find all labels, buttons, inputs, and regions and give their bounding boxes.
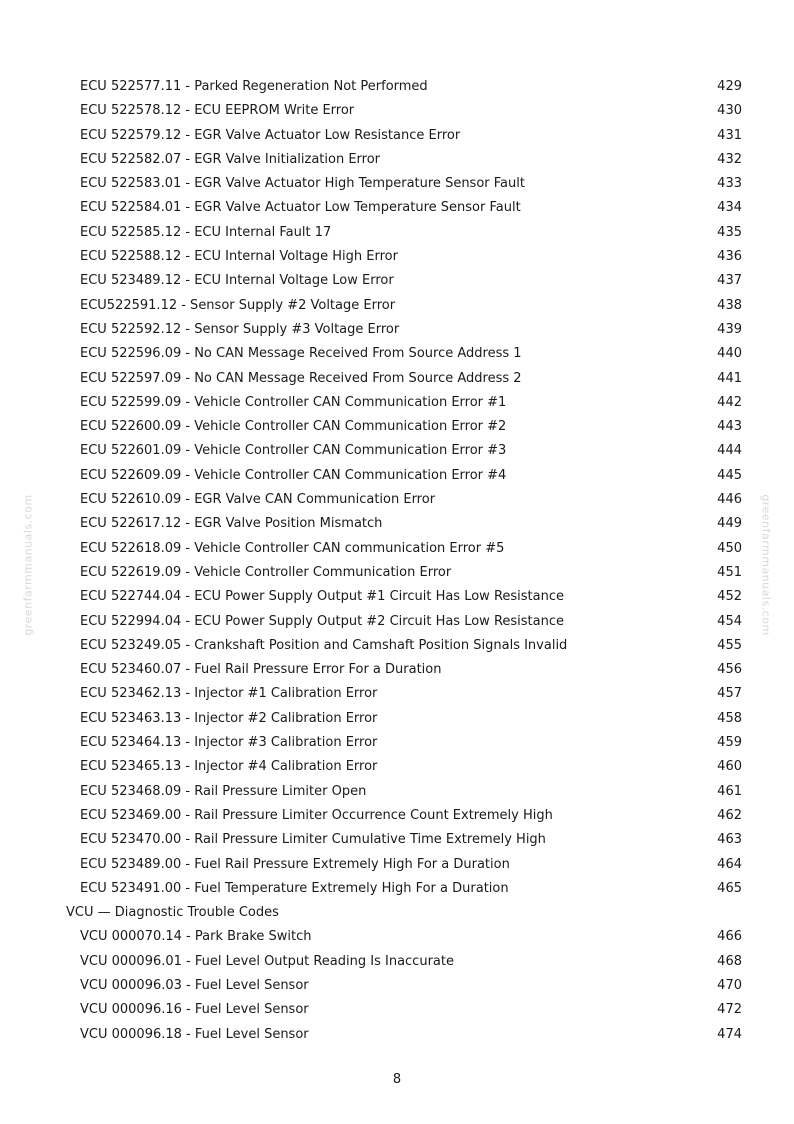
- toc-entry-title: ECU 522596.09 - No CAN Message Received From Source Address 1: [80, 346, 522, 362]
- toc-entry-page: 441: [717, 370, 742, 386]
- toc-entry-page: 472: [717, 1002, 742, 1018]
- toc-entry-page: 446: [717, 492, 742, 508]
- toc-entry[interactable]: [66, 950, 742, 974]
- toc-entry[interactable]: [66, 172, 742, 196]
- toc-entry-title: ECU 522600.09 - Vehicle Controller CAN Communication Error #2: [80, 419, 507, 435]
- toc-entry-title: ECU 522619.09 - Vehicle Controller Communication Error: [80, 564, 452, 580]
- toc-entry[interactable]: [66, 537, 742, 561]
- toc-entry-title: ECU 522610.09 - EGR Valve CAN Communication Error: [80, 492, 436, 508]
- watermark-left: greenfarmmanuals.com: [21, 494, 35, 636]
- toc-entry[interactable]: [66, 1023, 742, 1047]
- toc-entry-page: 451: [717, 564, 742, 580]
- toc-entry[interactable]: [66, 464, 742, 488]
- toc-entry[interactable]: [66, 99, 742, 123]
- toc-entry[interactable]: [66, 634, 742, 658]
- toc-entry-page: 456: [717, 662, 742, 678]
- toc-entry-page: 463: [717, 832, 742, 848]
- toc-entry-title: ECU 523249.05 - Crankshaft Position and Camshaft Position Signals Invalid: [80, 637, 568, 653]
- toc-entry[interactable]: [66, 780, 742, 804]
- toc-entry[interactable]: [66, 415, 742, 439]
- toc-entry-page: 466: [717, 929, 742, 945]
- toc-entry[interactable]: [66, 804, 742, 828]
- toc-entry-title: ECU 523470.00 - Rail Pressure Limiter Cumulative Time Extremely High: [80, 832, 546, 848]
- toc-entry-page: 455: [717, 637, 742, 653]
- toc-entry[interactable]: [66, 294, 742, 318]
- toc-entry-page: 442: [717, 394, 742, 410]
- toc-entry[interactable]: [66, 755, 742, 779]
- toc-entry-title: ECU 522585.12 - ECU Internal Fault 17: [80, 224, 332, 240]
- toc-entry[interactable]: [66, 196, 742, 220]
- toc-entry-title: ECU 522601.09 - Vehicle Controller CAN Communication Error #3: [80, 443, 507, 459]
- toc-entry-title: VCU 000096.18 - Fuel Level Sensor: [80, 1026, 309, 1042]
- watermark-right: greenfarmmanuals.com: [759, 494, 773, 636]
- toc-entry[interactable]: [66, 269, 742, 293]
- toc-entry-title: ECU 522617.12 - EGR Valve Position Mismatch: [80, 516, 383, 532]
- toc-entry-page: 464: [717, 856, 742, 872]
- toc-entry-title: ECU 522588.12 - ECU Internal Voltage High Error: [80, 249, 398, 265]
- toc-entry-title: ECU 522597.09 - No CAN Message Received From Source Address 2: [80, 370, 522, 386]
- toc-entry-title: ECU 522579.12 - EGR Valve Actuator Low Resistance Error: [80, 127, 461, 143]
- toc-entry[interactable]: [66, 488, 742, 512]
- toc-entry[interactable]: [66, 512, 742, 536]
- toc-entry-title: VCU 000070.14 - Park Brake Switch: [80, 929, 312, 945]
- toc-entry-page: 443: [717, 419, 742, 435]
- toc-entry-title: ECU 522609.09 - Vehicle Controller CAN Communication Error #4: [80, 467, 507, 483]
- toc-entry-page: 452: [717, 589, 742, 605]
- toc-entry-page: 438: [717, 297, 742, 313]
- toc-entry[interactable]: [66, 974, 742, 998]
- toc-entry[interactable]: [66, 731, 742, 755]
- toc-entry-title: ECU 522618.09 - Vehicle Controller CAN communication Error #5: [80, 540, 505, 556]
- toc-entry-page: 431: [717, 127, 742, 143]
- toc-entry[interactable]: [66, 391, 742, 415]
- toc-entry-page: 457: [717, 686, 742, 702]
- toc-entry-page: 449: [717, 516, 742, 532]
- toc-entry-page: 450: [717, 540, 742, 556]
- toc-entry-title: VCU 000096.01 - Fuel Level Output Reading Is Inaccurate: [80, 953, 454, 969]
- toc-entry-page: 432: [717, 151, 742, 167]
- toc-entry[interactable]: [66, 925, 742, 949]
- toc-entry[interactable]: [66, 342, 742, 366]
- toc-entry-title: ECU 523460.07 - Fuel Rail Pressure Error For a Duration: [80, 662, 442, 678]
- toc-entry-page: 437: [717, 273, 742, 289]
- toc-entry[interactable]: [66, 828, 742, 852]
- toc-entry[interactable]: [66, 75, 742, 99]
- toc-entry-title: ECU 522584.01 - EGR Valve Actuator Low Temperature Sensor Fault: [80, 200, 521, 216]
- toc-entry[interactable]: [66, 610, 742, 634]
- toc-entry-title: ECU 523464.13 - Injector #3 Calibration Error: [80, 735, 378, 751]
- toc-entry-page: 429: [717, 79, 742, 94]
- toc-entry-title: ECU 522592.12 - Sensor Supply #3 Voltage Error: [80, 321, 400, 337]
- toc-entry[interactable]: [66, 148, 742, 172]
- toc-entry-page: 434: [717, 200, 742, 216]
- toc-entry-page: 461: [717, 783, 742, 799]
- toc-entry-title: ECU 522599.09 - Vehicle Controller CAN Communication Error #1: [80, 394, 507, 410]
- toc-entry[interactable]: [66, 221, 742, 245]
- toc-entry-title: ECU 522994.04 - ECU Power Supply Output #2 Circuit Has Low Resistance: [80, 613, 564, 629]
- toc-entry[interactable]: [66, 245, 742, 269]
- toc-entry-title: ECU 523462.13 - Injector #1 Calibration Error: [80, 686, 378, 702]
- toc-entry-title: ECU 523463.13 - Injector #2 Calibration Error: [80, 710, 378, 726]
- toc-entry[interactable]: [66, 877, 742, 901]
- toc-entry[interactable]: [66, 998, 742, 1022]
- toc-entry-page: 444: [717, 443, 742, 459]
- toc-entry-title: ECU 523491.00 - Fuel Temperature Extremely High For a Duration: [80, 880, 509, 896]
- toc-entry-page: 468: [717, 953, 742, 969]
- toc-entry-page: 474: [717, 1026, 742, 1042]
- toc-section-heading: [66, 901, 742, 925]
- toc-entry-page: 460: [717, 759, 742, 775]
- toc-entry[interactable]: [66, 853, 742, 877]
- toc-entry-title: VCU 000096.03 - Fuel Level Sensor: [80, 977, 309, 993]
- toc-entry-title: ECU 523465.13 - Injector #4 Calibration Error: [80, 759, 378, 775]
- toc-entry-page: 433: [717, 176, 742, 192]
- toc-entry-title: ECU 522578.12 - ECU EEPROM Write Error: [80, 103, 355, 119]
- table-of-contents: [66, 75, 742, 1047]
- toc-entry-title: ECU 523469.00 - Rail Pressure Limiter Occurrence Count Extremely High: [80, 807, 553, 823]
- toc-entry[interactable]: [66, 367, 742, 391]
- toc-entry-title: VCU — Diagnostic Trouble Codes: [66, 905, 279, 921]
- toc-entry[interactable]: [66, 707, 742, 731]
- toc-entry-page: 439: [717, 321, 742, 337]
- toc-entry[interactable]: [66, 318, 742, 342]
- toc-entry-title: ECU 522577.11 - Parked Regeneration Not Performed: [80, 79, 428, 94]
- toc-entry-title: ECU522591.12 - Sensor Supply #2 Voltage Error: [80, 297, 396, 313]
- toc-entry-page: 459: [717, 735, 742, 751]
- toc-entry[interactable]: [66, 585, 742, 609]
- toc-entry-title: ECU 523489.00 - Fuel Rail Pressure Extremely High For a Duration: [80, 856, 510, 872]
- toc-entry-page: 440: [717, 346, 742, 362]
- toc-entry[interactable]: [66, 124, 742, 148]
- toc-entry[interactable]: [66, 658, 742, 682]
- toc-entry[interactable]: [66, 682, 742, 706]
- toc-entry-page: 458: [717, 710, 742, 726]
- toc-entry-page: 462: [717, 807, 742, 823]
- toc-entry-page: 465: [717, 880, 742, 896]
- toc-entry-title: ECU 522583.01 - EGR Valve Actuator High Temperature Sensor Fault: [80, 176, 525, 192]
- toc-entry-page: 436: [717, 249, 742, 265]
- toc-entry-title: ECU 522744.04 - ECU Power Supply Output #1 Circuit Has Low Resistance: [80, 589, 564, 605]
- toc-entry-page: 435: [717, 224, 742, 240]
- toc-entry-title: ECU 523468.09 - Rail Pressure Limiter Open: [80, 783, 367, 799]
- page-number: 8: [392, 1072, 402, 1087]
- toc-entry[interactable]: [66, 561, 742, 585]
- toc-entry-title: ECU 522582.07 - EGR Valve Initialization Error: [80, 151, 381, 167]
- toc-entry-title: VCU 000096.16 - Fuel Level Sensor: [80, 1002, 309, 1018]
- toc-entry-page: 454: [717, 613, 742, 629]
- toc-entry-page: 430: [717, 103, 742, 119]
- toc-entry-title: ECU 523489.12 - ECU Internal Voltage Low Error: [80, 273, 394, 289]
- toc-entry-page: 445: [717, 467, 742, 483]
- toc-entry[interactable]: [66, 439, 742, 463]
- toc-entry-page: 470: [717, 977, 742, 993]
